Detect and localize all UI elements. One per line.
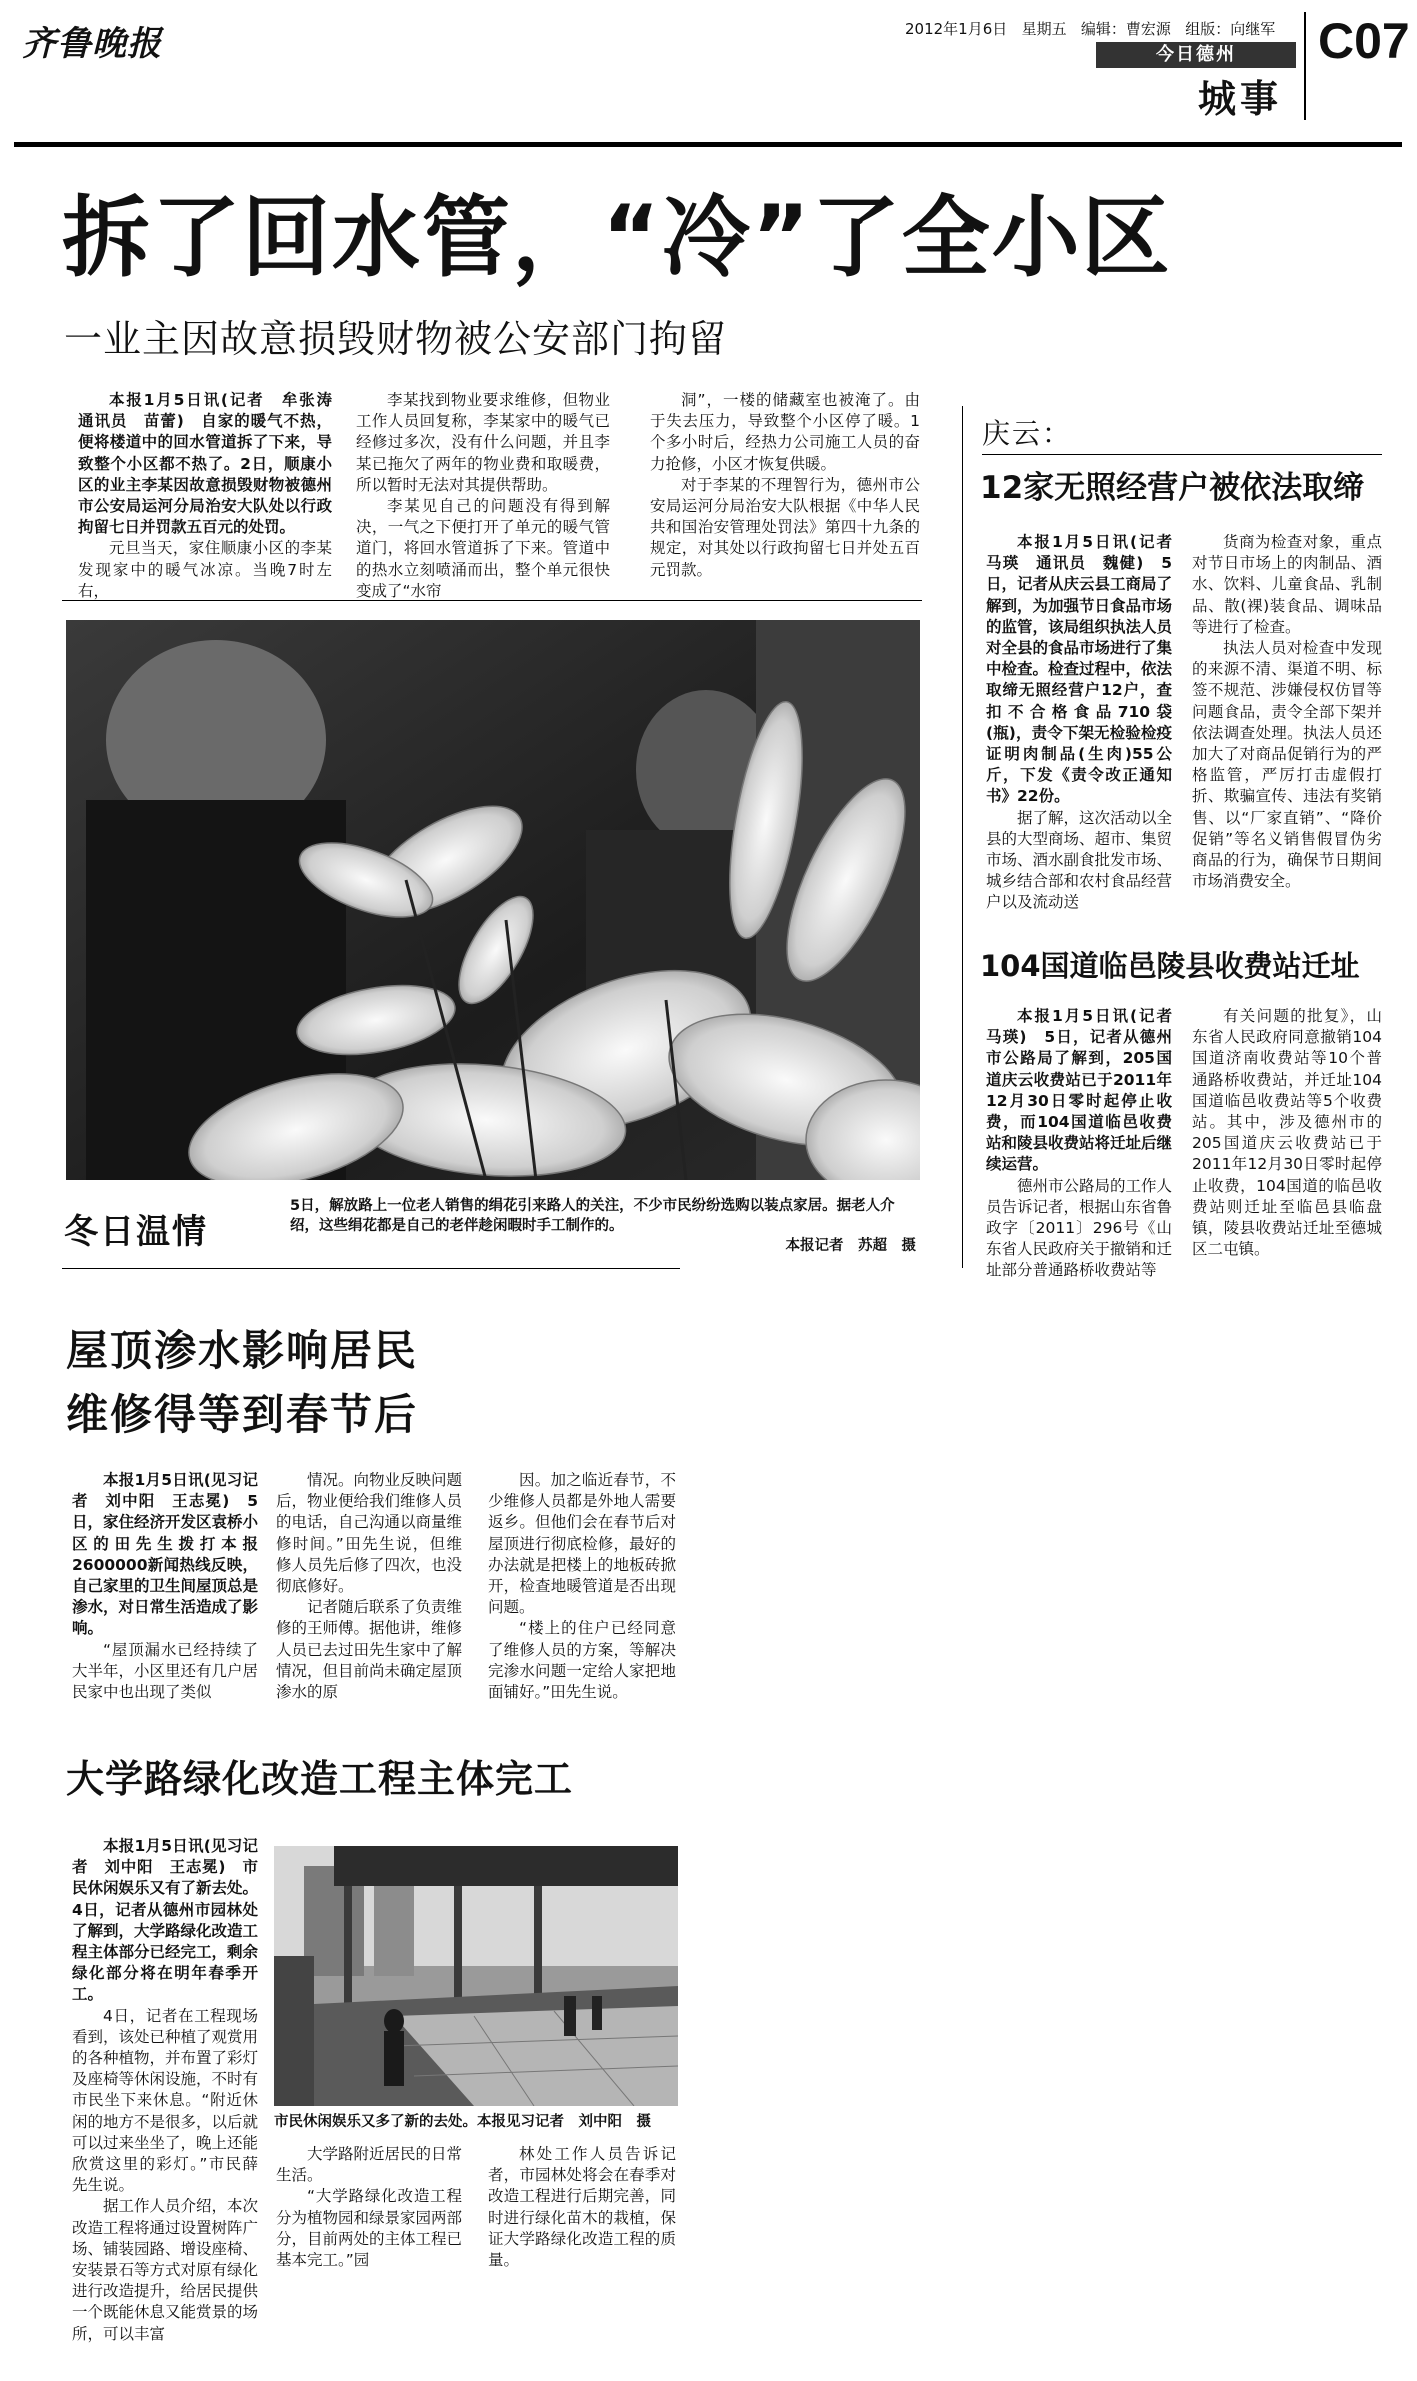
lead-paragraph: 洞”，一楼的储藏室也被淹了。由于失去压力，导致整个小区停了暖。1个多小时后，经热力公司施工人员的奋力抢修，小区才恢复供暖。 bbox=[650, 391, 920, 473]
top-rule bbox=[14, 142, 1402, 147]
lead-subhead: 一业主因故意损毁财物被公安部门拘留 bbox=[64, 317, 728, 361]
flower-seller-photo bbox=[66, 620, 920, 1180]
lead-paragraph: 本报1月5日讯(记者 牟张涛 通讯员 苗蕾) 自家的暖气不热，便将楼道中的回水管道拆了下来，导致整个小区都不热了。2日，顺康小区的业主李某因故意损毁财物被德州市公安局运河分局治安大队处以行政拘留七日并罚款五百元的处罚。 bbox=[78, 391, 348, 537]
sidebar-kicker-rule bbox=[982, 454, 1382, 455]
masthead-logo: 齐鲁晚报 bbox=[22, 24, 162, 64]
story3-col-3 bbox=[488, 1470, 676, 1703]
story4-paragraph: 本报1月5日讯(见习记者 刘中阳 王志冕) 市民休闲娱乐又有了新去处。4日，记者从德州市园林处了解到，大学路绿化改造工程主体部分已经完工，剩余绿化部分将在明年春季开工。 bbox=[72, 1837, 259, 2004]
section-name: 城事 bbox=[1198, 77, 1283, 121]
story3-paragraph: 本报1月5日讯(见习记者 刘中阳 王志冕) 5日，家住经济开发区袁桥小区的田先生拨打本报2600000新闻热线反映，自己家里的卫生间屋顶总是渗水，对日常生活造成了影响。 bbox=[72, 1471, 259, 1638]
story3-col-2 bbox=[276, 1470, 462, 1703]
masthead-divider bbox=[1304, 12, 1306, 120]
lead-col-2 bbox=[356, 390, 610, 602]
photo1-credit: 本报记者 苏超 摄 bbox=[785, 1238, 916, 1254]
sidebar-story2-col-1 bbox=[986, 1006, 1188, 1282]
sidebar-story2-paragraph: 有关问题的批复》，山东省人民政府同意撤销104国道济南收费站等10个普通路桥收费站，并迁址104国道临邑收费站等5个收费站。其中，涉及德州市的205国道庆云收费站已于2011年12月30日零时起停止收费，104国道的临邑收费站则迁址至临邑县临盘镇，陵县收费站迁址至德城区二屯镇。 bbox=[1192, 1007, 1382, 1259]
story4-col-3 bbox=[488, 2144, 676, 2271]
street-greenery-photo bbox=[274, 1846, 678, 2106]
story3-paragraph: 记者随后联系了负责维修的王师傅。据他讲，维修人员已去过田先生家中了解情况，但目前尚未确定屋顶渗水的原 bbox=[276, 1598, 463, 1702]
page-number: C07 bbox=[1318, 13, 1410, 69]
photo1-caption-text: 5日，解放路上一位老人销售的绢花引来路人的关注，不少市民纷纷选购以装点家居。据老人介绍，这些绢花都是自己的老伴趁闲暇时手工制作的。 bbox=[290, 1198, 895, 1234]
story3-paragraph: 因。加之临近春节，不少维修人员都是外地人需要返乡。但他们会在春节后对屋顶进行彻底检修，最好的办法就是把楼上的地板砖掀开，检查地暖管道是否出现问题。 bbox=[488, 1471, 676, 1617]
story3-paragraph: “楼上的住户已经同意了维修人员的方案，等解决完渗水问题一定给人家把地面铺好。”田先生说。 bbox=[488, 1619, 676, 1702]
story4-paragraph: 林处工作人员告诉记者，市园林处将会在春季对改造工程进行后期完善，同时进行绿化苗木的栽植，保证大学路绿化改造工程的质量。 bbox=[488, 2145, 676, 2270]
story4-paragraph: 大学路附近居民的日常生活。 bbox=[276, 2145, 463, 2185]
photo1-caption bbox=[290, 1196, 920, 1256]
story3-col-1 bbox=[72, 1470, 258, 1703]
photo1-title: 冬日温情 bbox=[64, 1212, 208, 1252]
photo2-caption: 市民休闲娱乐又多了新的去处。本报见习记者 刘中阳 摄 bbox=[274, 2114, 651, 2130]
issue-weekday: 星期五 bbox=[1021, 20, 1067, 38]
street-greenery-photo-image bbox=[274, 1846, 678, 2106]
story3-paragraph: “屋顶漏水已经持续了大半年，小区里还有几户居民家中也出现了类似 bbox=[72, 1640, 259, 1702]
sidebar-story1-paragraph: 据了解，这次活动以全县的大型商场、超市、集贸市场、酒水副食批发市场、城乡结合部和农村食品经营户以及流动送 bbox=[986, 808, 1173, 912]
sidebar-story1-paragraph: 执法人员对检查中发现的来源不清、渠道不明、标签不规范、涉嫌侵权仿冒等问题食品，责令全部下架并依法调查处理。执法人员还加大了对商品促销行为的严格监管，严厉打击虚假打折、欺骗宣传、违法有奖销售、以“厂家直销”、“降价促销”等名义销售假冒伪劣商品的行为，确保节日期间市场消费安全。 bbox=[1192, 639, 1382, 891]
sidebar-story2-headline: 104国道临邑陵县收费站迁址 bbox=[980, 949, 1360, 983]
sidebar-story1-paragraph: 货商为检查对象，重点对节日市场上的肉制品、酒水、饮料、儿童食品、乳制品、散(裸)装食品、调味品等进行了检查。 bbox=[1192, 533, 1382, 636]
lead-paragraph: 对于李某的不理智行为，德州市公安局运河分局治安大队根据《中华人民共和国治安管理处罚法》第四十九条的规定，对其处以行政拘留七日并处五百元罚款。 bbox=[650, 475, 920, 579]
sidebar-story2-col-2 bbox=[1192, 1006, 1382, 1260]
issue-date: 2012年1月6日 bbox=[905, 20, 1008, 38]
story3-headline-line2: 维修得等到春节后 bbox=[66, 1390, 419, 1439]
lead-paragraph: 李某见自己的问题没有得到解决，一气之下便打开了单元的暖气管道门，将回水管道拆了下来。管道中的热水立刻喷涌而出，整个单元很快变成了“水帘 bbox=[356, 497, 610, 600]
sidebar-story1-col-2 bbox=[1192, 532, 1382, 892]
flower-seller-photo-image bbox=[66, 620, 920, 1180]
sidebar-kicker: 庆云： bbox=[982, 417, 1073, 450]
sidebar-story1-col-1 bbox=[986, 532, 1188, 914]
lead-paragraph: 元旦当天，家住顺康小区的李某发现家中的暖气冰凉。当晚7时左右， bbox=[78, 539, 332, 600]
section-tag: 今日德州 bbox=[1096, 42, 1296, 68]
story4-col-1 bbox=[72, 1836, 258, 2345]
lead-paragraph: 李某找到物业要求维修，但物业工作人员回复称，李某家中的暖气已经修过多次，没有什么问题，并且李某已拖欠了两年的物业费和取暖费，所以暂时无法对其提供帮助。 bbox=[356, 391, 610, 494]
sidebar-story2-paragraph: 本报1月5日讯(记者 马瑛) 5日，记者从德州市公路局了解到，205国道庆云收费站已于2011年12月30日零时起停止收费，而104国道临邑收费站和陵县收费站将迁址后继续运营。 bbox=[986, 1007, 1188, 1174]
sidebar-story1-paragraph: 本报1月5日讯(记者 马瑛 通讯员 魏健) 5日，记者从庆云县工商局了解到，为加强节日食品市场的监管，该局组织执法人员对全县的食品市场进行了集中检查。检查过程中，依法取缔无照经营户12户，查扣不合格食品710袋(瓶)，责令下架无检验检疫证明肉制品(生肉)55公斤，下发《责令改正通知书》22份。 bbox=[986, 533, 1188, 806]
story3-headline-line1: 屋顶渗水影响居民 bbox=[66, 1326, 419, 1375]
lead-col-1 bbox=[78, 390, 348, 602]
story4-headline: 大学路绿化改造工程主体完工 bbox=[66, 1757, 574, 1801]
lead-rule bbox=[62, 600, 922, 601]
story4-paragraph: “大学路绿化改造工程分为植物园和绿景家园两部分，目前两处的主体工程已基本完工。”园 bbox=[276, 2187, 463, 2270]
story4-paragraph: 4日，记者在工程现场看到，该处已种植了观赏用的各种植物，并布置了彩灯及座椅等休闲设施，不时有市民坐下来休息。“附近休闲的地方不是很多，以后就可以过来坐坐了，晚上还能欣赏这里的彩灯。”市民薛先生说。 bbox=[72, 2006, 259, 2195]
sidebar-story1-headline: 12家无照经营户被依法取缔 bbox=[980, 470, 1365, 506]
masthead-info bbox=[905, 18, 1275, 39]
layout-credit: 组版：向继军 bbox=[1185, 20, 1276, 38]
editor-credit: 编辑：曹宏源 bbox=[1080, 20, 1171, 38]
story4-col-2 bbox=[276, 2144, 462, 2271]
sidebar-left-rule bbox=[962, 406, 963, 1268]
lead-headline: 拆了回水管，“冷”了全小区 bbox=[62, 186, 1172, 289]
story3-paragraph: 情况。向物业反映问题后，物业便给我们维修人员的电话，自己沟通以商量维修时间。”田先生说，但维修人员先后修了四次，也没彻底修好。 bbox=[276, 1471, 463, 1596]
lead-col-3 bbox=[650, 390, 920, 581]
sidebar-story2-paragraph: 德州市公路局的工作人员告诉记者，根据山东省鲁政字〔2011〕296号《山东省人民政府关于撤销和迁址部分普通路桥收费站等 bbox=[986, 1176, 1173, 1280]
photo1-rule bbox=[62, 1268, 680, 1269]
story4-paragraph: 据工作人员介绍，本次改造工程将通过设置树阵广场、铺装园路、增设座椅、安装景石等方式对原有绿化进行改造提升，给居民提供一个既能休息又能赏景的场所，可以丰富 bbox=[72, 2197, 259, 2343]
